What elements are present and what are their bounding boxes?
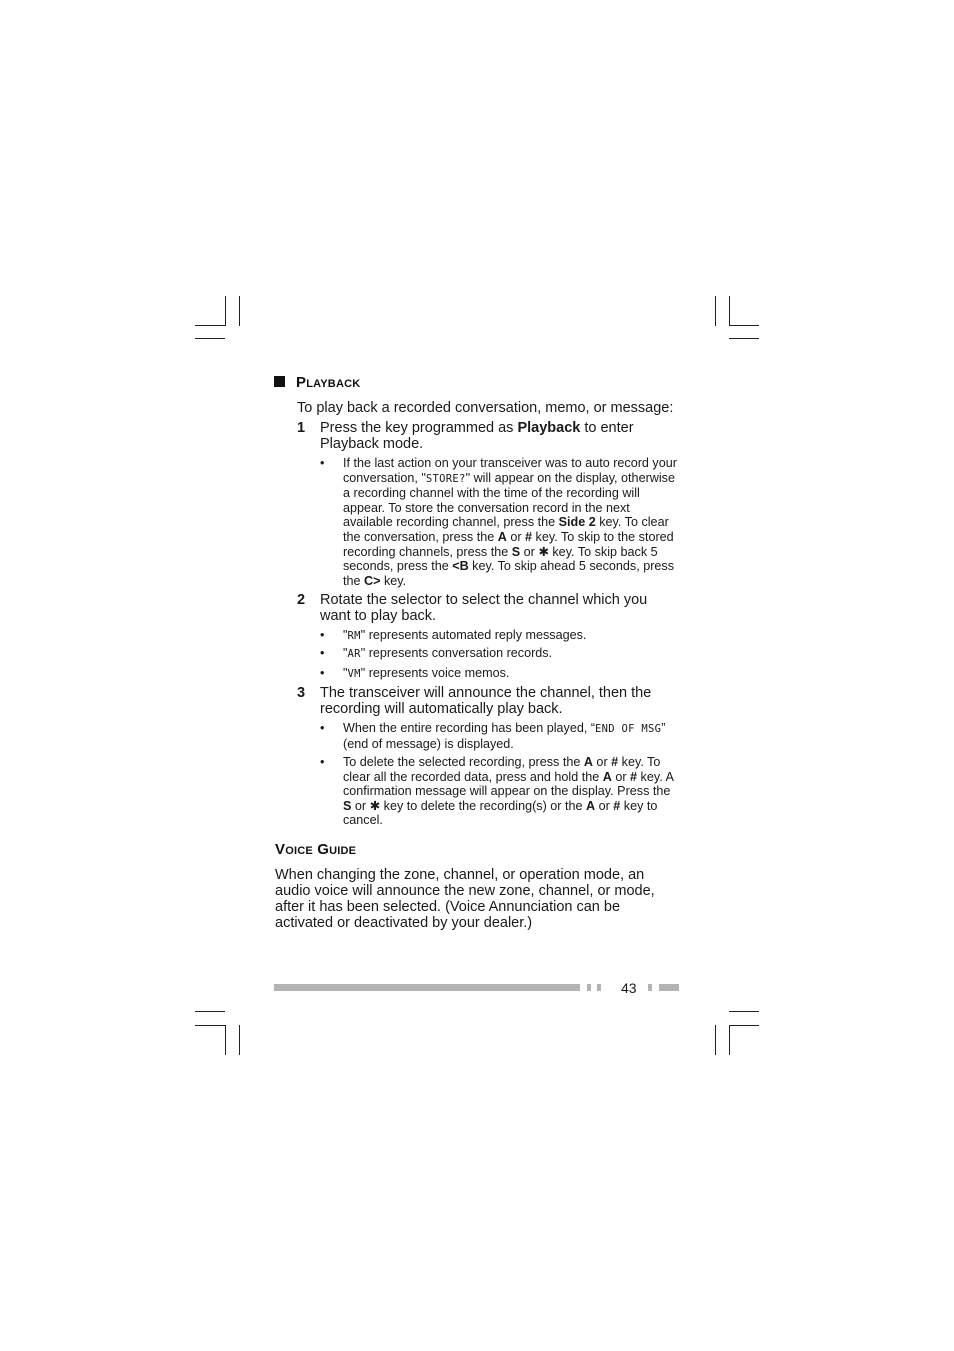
crop-mark [195,1011,225,1012]
playback-heading: Playback [274,374,360,391]
step-2 [297,592,667,624]
crop-mark [225,1025,226,1055]
footer-bar [274,984,580,991]
step-2-bullet: • "VM" represents voice memos. [320,666,510,680]
bullet-dot: • [320,755,325,769]
step-1 [297,420,667,452]
key-name: Playback [517,420,581,436]
square-bullet-icon [274,376,285,387]
footer-bar-segment [587,984,591,991]
step-2-bullet: • "AR" represents conversation records. [320,646,553,660]
crop-mark [729,1011,759,1012]
crop-mark [195,338,225,339]
crop-mark [715,1025,716,1055]
step-text: Press the key programmed as Playback to enter Playback mode. [320,420,634,452]
bullet-dot: • [320,666,325,680]
crop-mark [729,1025,759,1026]
step-number: 1 [297,420,306,436]
crop-mark [195,325,225,326]
lcd-text: RM [347,630,361,642]
bullet-dot: • [320,721,325,735]
bullet-dot: • [320,456,325,470]
step-number: 2 [297,592,306,608]
lcd-text: STORE? [425,472,466,485]
voice-guide-heading: Voice Guide [275,841,357,858]
lcd-text: AR [347,648,361,660]
step-3-bullet: • When the entire recording has been played, “END OF MSG” (end of message) is displayed. [320,721,666,751]
crop-mark [729,338,759,339]
step-2-bullet: • "RM" represents automated reply messages. [320,628,587,642]
crop-mark [239,296,240,326]
bullet-dot: • [320,628,325,642]
step-number: 3 [297,685,306,701]
step-3-bullet: • To delete the selected recording, press the A or # key. To clear all the recorded data, press and hold the A or # key. A confirmation message will appear on the display. Press the S or ✱ key to delete the recording(s) or the A or # key to cancel. [320,755,674,828]
step-text: Rotate the selector to select the channel which you want to play back. [320,592,648,624]
step-1-bullet: • If the last action on your transceiver was to auto record your conversation, "STORE?" will appear on the display, otherwise a recording channel with the time of the recording will appear. To store the conversation record in the next available recording channel, press the Side 2 key. To clear the conversation, press the A or # key. To skip to the stored recording channels, press the S or ✱ key. To skip back 5 seconds, press the <B key. To skip ahead 5 seconds, press the C> key. [320,456,677,588]
crop-mark [239,1025,240,1055]
step-3 [297,685,667,717]
crop-mark [195,1025,225,1026]
voice-guide-text: When changing the zone, channel, or operation mode, an audio voice will announce the new zone, channel, or mode, after it has been selected. (Voice Annunciation can be activated or deactivated by your dealer.) [275,867,655,931]
step-text: The transceiver will announce the channel, then the recording will automatically play back. [320,685,652,717]
star-key-icon: ✱ [369,798,381,813]
lcd-text: END OF MSG [595,723,662,735]
crop-mark [225,296,226,326]
bullet-dot: • [320,646,325,660]
crop-mark [729,296,730,326]
lcd-text: VM [347,668,361,680]
star-key-icon: ✱ [538,544,549,559]
crop-mark [715,296,716,326]
page-number: 43 [621,980,637,996]
crop-mark [729,1025,730,1055]
playback-intro: To play back a recorded conversation, memo, or message: [297,400,674,416]
footer-bar-segment [648,984,652,991]
crop-mark [729,325,759,326]
footer-bar [659,984,679,991]
footer-bar-segment [597,984,601,991]
